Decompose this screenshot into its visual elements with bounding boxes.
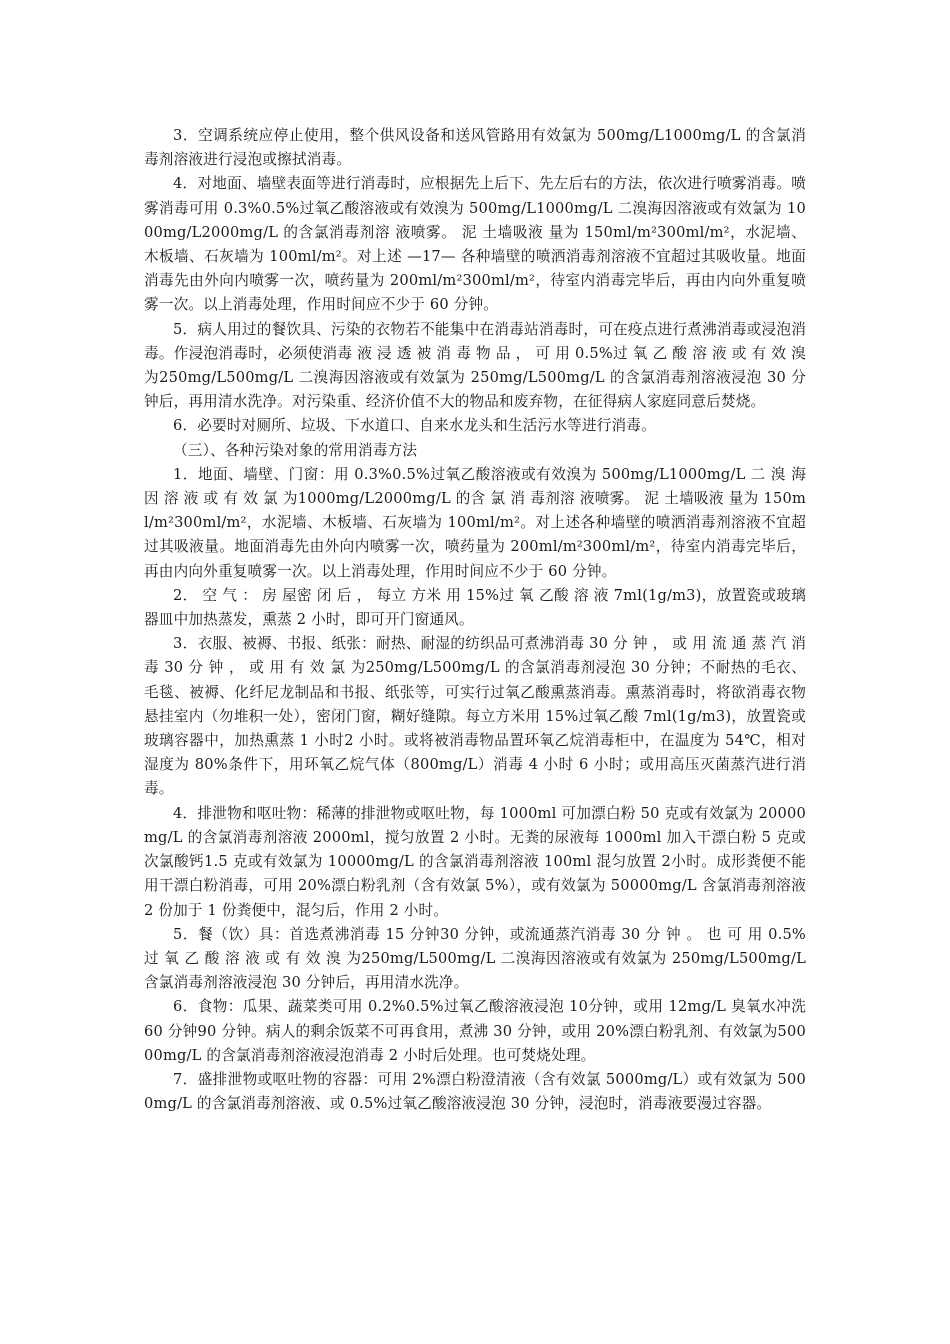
item-food: 6．食物：瓜果、蔬菜类可用 0.2%0.5%过氧乙酸溶液浸泡 10分钟，或用 12mg/L 臭氧水冲洗 60 分钟90 分钟。病人的剩余饭菜不可再食用，煮沸 30 分钟，或用 20%漂白粉乳剂、有效氯为50000mg/L 的含氯消毒剂溶液浸泡消毒 2 小时后处理。也可焚烧处理。 (144, 998, 806, 1064)
item-floor-walls-windows: 1．地面、墙壁、门窗：用 0.3%0.5%过氧乙酸溶液或有效溴为 500mg/L1000mg/L 二 溴 海 因 溶 液 或 有 效 氯 为1000mg/L2000mg/L 的含 氯 消 毒剂溶 液喷雾。 泥 土墙吸液 量为 150ml/m²300ml/m²，水泥墙、木板墙、石灰墙为 100ml/m²。对上述各种墙壁的喷洒消毒剂溶液不宜超过其吸液量。地面消毒先由外向内喷雾一次，喷药量为 200ml/m²300ml/m²，待室内消毒完毕后，再由内向外重复喷雾一次。以上消毒处理，作用时间应不少于 60 分钟。 (144, 465, 806, 580)
paragraph-toilets-sewage: 6．必要时对厕所、垃圾、下水道口、自来水龙头和生活污水等进行消毒。 (173, 417, 656, 435)
item-air: 2． 空 气 ： 房 屋密 闭 后 ， 每立 方米 用 15%过 氧 乙酸 溶 液 7ml(1g/m3)，放置瓷或玻璃器皿中加热蒸发，熏蒸 2 小时，即可开门窗通风。 (144, 586, 806, 629)
document-page (144, 124, 806, 1116)
paragraph-floor-wall-disinfection: 4．对地面、墙壁表面等进行消毒时，应根据先上后下、先左后右的方法，依次进行喷雾消毒。喷雾消毒可用 0.3%0.5%过氧乙酸溶液或有效溴为 500mg/L1000mg/L 二溴海因溶液或有效氯为 1000mg/L2000mg/L 的含氯消毒剂溶 液喷雾。 泥 土墙吸液 量为 150ml/m²300ml/m²，水泥墙、木板墙、石灰墙为 100ml/m²。对上述 —17— 各种墙壁的喷洒消毒剂溶液不宜超过其吸收量。地面消毒先由外向内喷雾一次，喷药量为 200ml/m²300ml/m²，待室内消毒完毕后，再由内向外重复喷雾一次。以上消毒处理，作用时间应不少于 60 分钟。 (144, 175, 806, 314)
section-heading: （三）、各种污染对象的常用消毒方法 (173, 441, 418, 459)
paragraph-tableware-clothing: 5．病人用过的餐饮具、污染的衣物若不能集中在消毒站消毒时，可在疫点进行煮沸消毒或浸泡消毒。作浸泡消毒时，必须使消毒 液 浸 透 被 消 毒 物 品 ， 可 用 0.5%过 氧 乙 酸 溶 液 或 有 效 溴 为250mg/L500mg/L 二溴海因溶液或有效氯为 250mg/L500mg/L 的含氯消毒剂溶液浸泡 30 分钟后，再用清水洗净。对污染重、经济价值不大的物品和废弃物，在征得病人家庭同意后焚烧。 (144, 320, 806, 411)
paragraph-ac-system: 3．空调系统应停止使用，整个供风设备和送风管路用有效氯为 500mg/L1000mg/L 的含氯消毒剂溶液进行浸泡或擦拭消毒。 (144, 127, 806, 169)
item-clothing-bedding-paper: 3．衣服、被褥、书报、纸张：耐热、耐湿的纺织品可煮沸消毒 30 分 钟 ， 或 用 流 通 蒸 汽 消 毒 30 分 钟 ， 或 用 有 效 氯 为250mg/L500mg/L 的含氯消毒剂浸泡 30 分钟；不耐热的毛衣、毛毯、被褥、化纤尼龙制品和书报、纸张等，可实行过氧乙酸熏蒸消毒。熏蒸消毒时，将欲消毒衣物悬挂室内（勿堆积一处），密闭门窗，糊好缝隙。每立方米用 15%过氧乙酸 7ml(1g/m3)，放置瓷或玻璃容器中，加热熏蒸 1 小时2 小时。或将被消毒物品置环氧乙烷消毒柜中，在温度为 54℃，相对湿度为 80%条件下，用环氧乙烷气体（800mg/L）消毒 4 小时 6 小时；或用高压灭菌蒸汽进行消毒。 (144, 635, 806, 798)
item-tableware: 5．餐（饮）具：首选煮沸消毒 15 分钟30 分钟，或流通蒸汽消毒 30 分 钟 。 也 可 用 0.5% 过 氧 乙 酸 溶 液 或 有 效 溴 为250mg/L500mg/L 二溴海因溶液或有效氯为 250mg/L500mg/L 含氯消毒剂溶液浸泡 30 分钟后，再用清水洗净。 (144, 925, 806, 992)
item-containers: 7．盛排泄物或呕吐物的容器：可用 2%漂白粉澄清液（含有效氯 5000mg/L）或有效氯为 5000mg/L 的含氯消毒剂溶液、或 0.5%过氧乙酸溶液浸泡 30 分钟，浸泡时，消毒液要漫过容器。 (144, 1070, 806, 1113)
item-excrement-vomit: 4．排泄物和呕吐物：稀薄的排泄物或呕吐物，每 1000ml 可加漂白粉 50 克或有效氯为 20000mg/L 的含氯消毒剂溶液 2000ml，搅匀放置 2 小时。无粪的尿液每 1000ml 加入干漂白粉 5 克或次氯酸钙1.5 克或有效氯为 10000mg/L 的含氯消毒剂溶液 100ml 混匀放置 2小时。成形粪便不能用干漂白粉消毒，可用 20%漂白粉乳剂（含有效氯 5%），或有效氯为 50000mg/L 含氯消毒剂溶液 2 份加于 1 份粪便中，混匀后，作用 2 小时。 (144, 804, 806, 919)
